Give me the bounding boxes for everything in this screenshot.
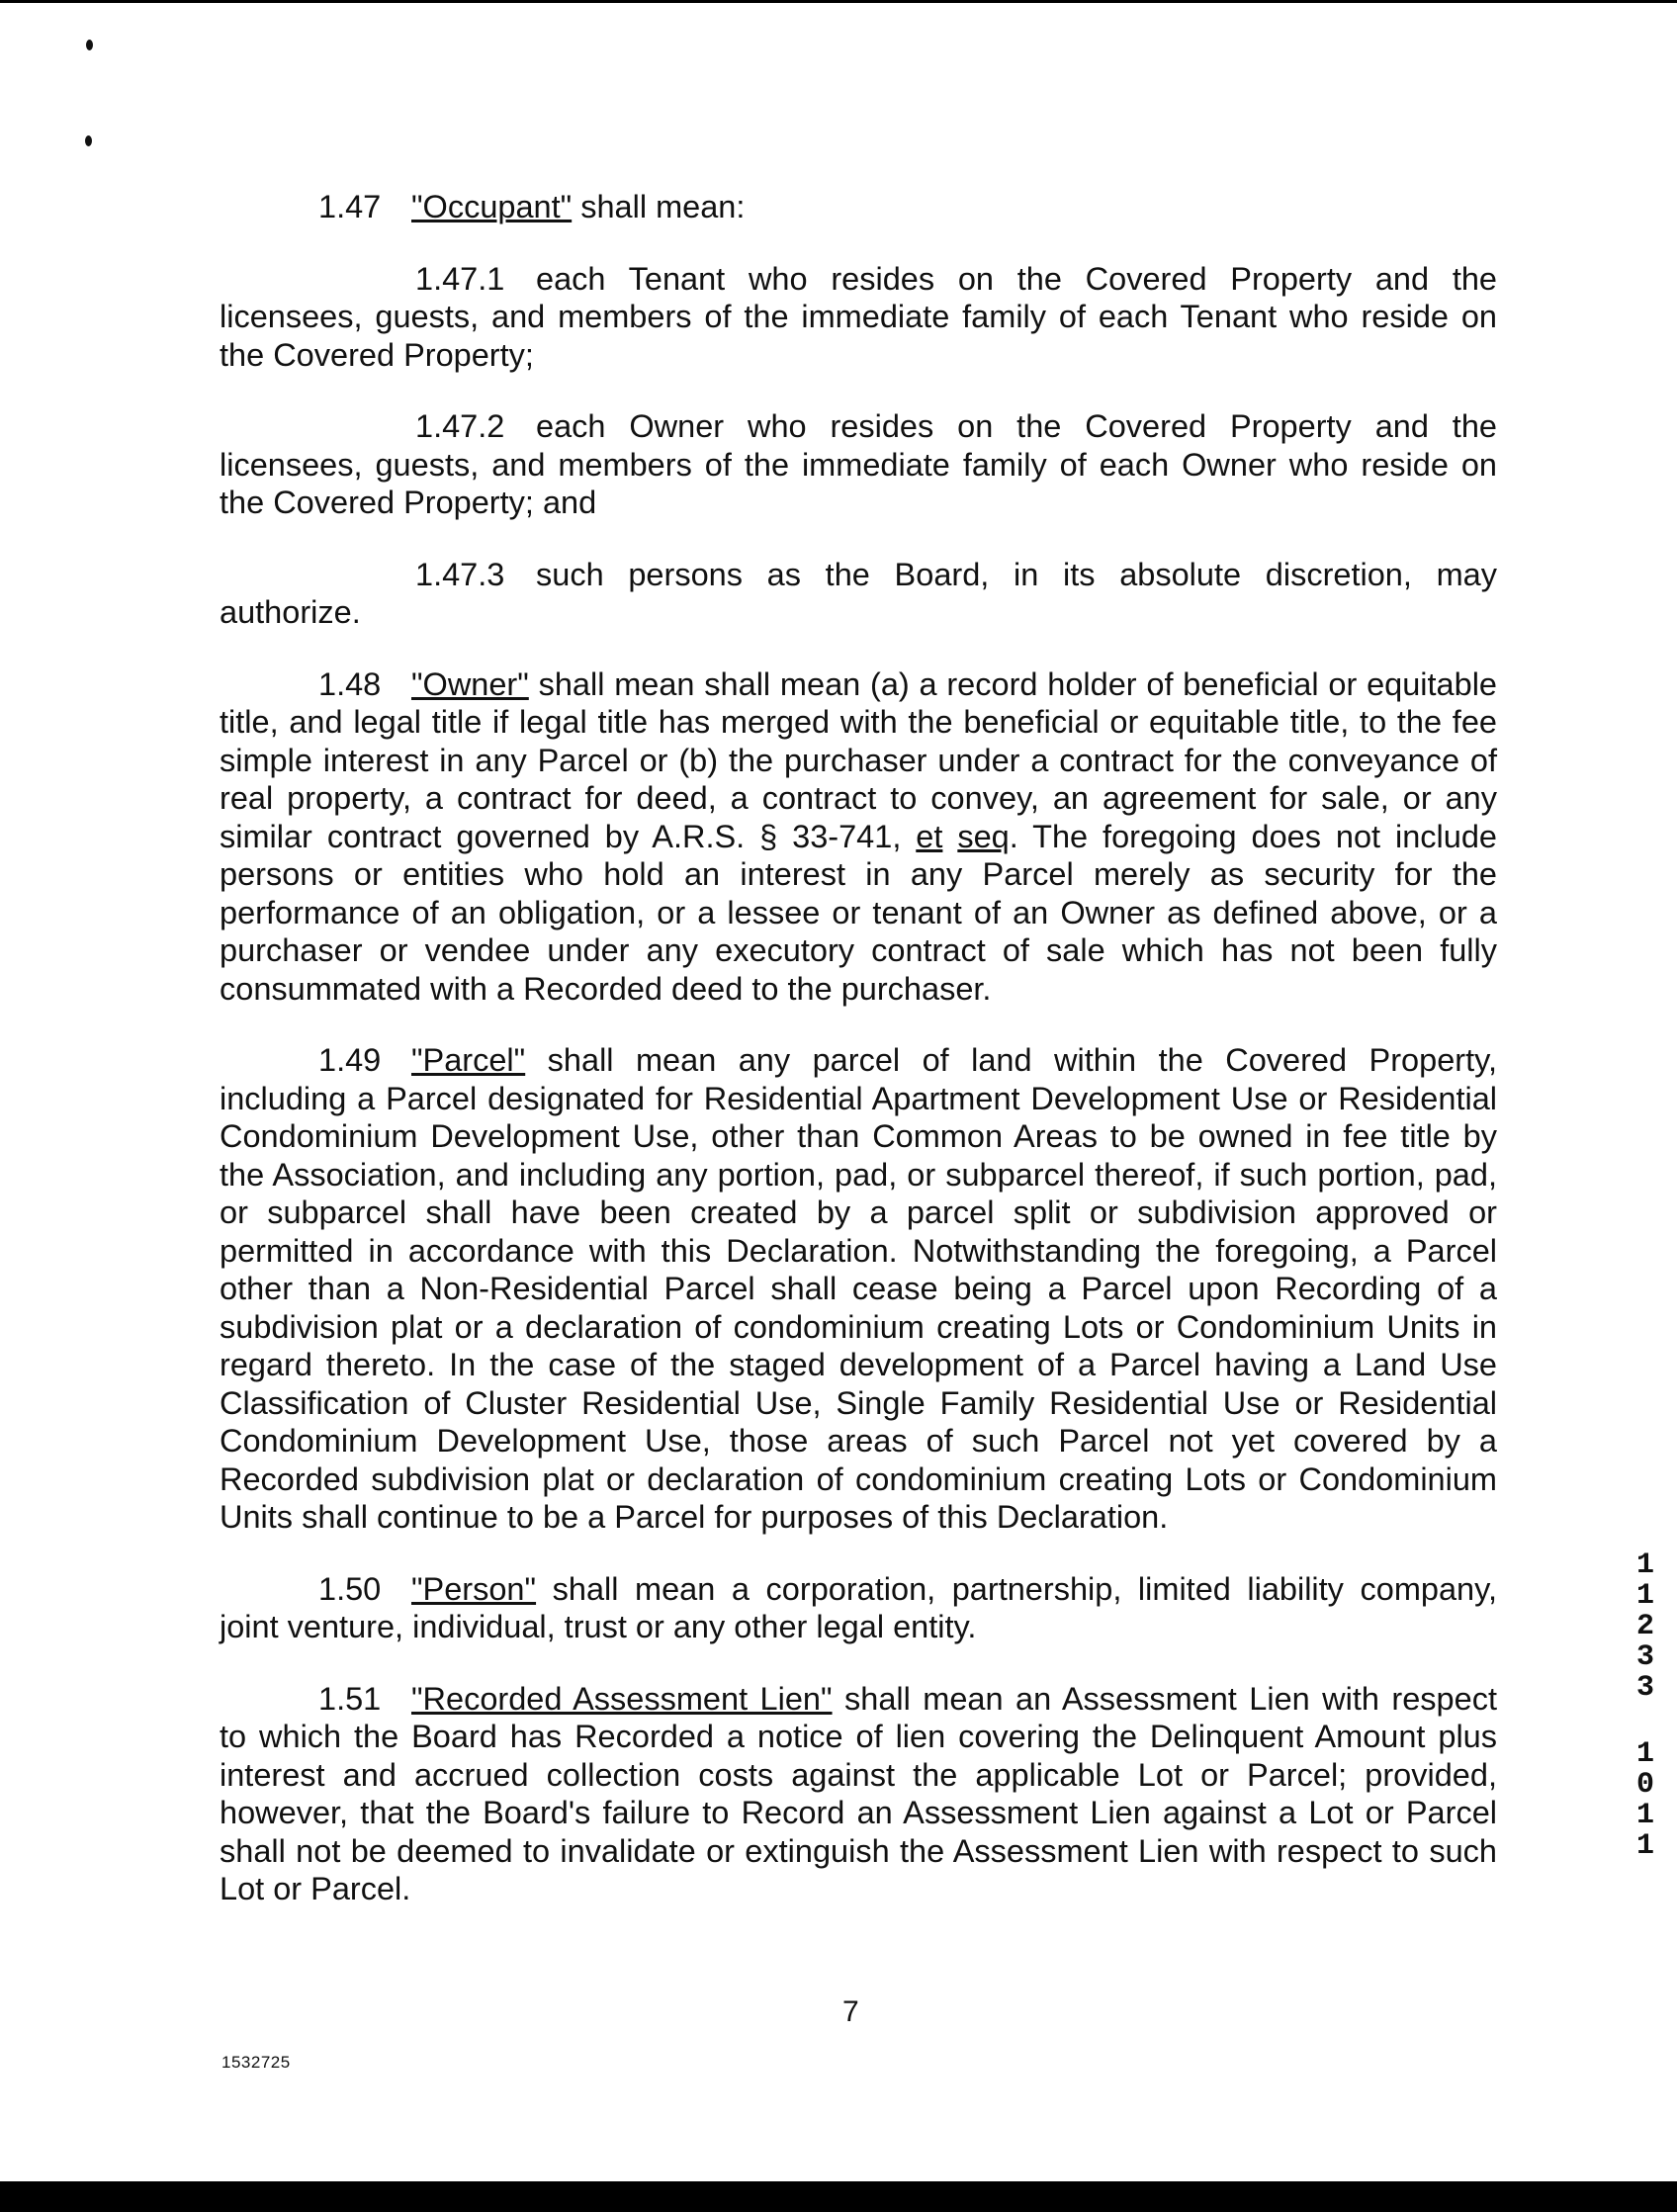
stamp-digit: 1 [1635,1548,1654,1582]
section-1-47-1 [220,260,1497,375]
section-text: each Tenant who resides on the Covered Property and the licensees, guests, and members of the immediate family of each Tenant who reside on the Covered Property; [220,260,1497,373]
scan-mark [86,40,93,50]
section-text: . The foregoing does not include persons or entities who hold an interest in any Parcel merely as security for the performance of an obligation, or a lessee or tenant of an Owner as defined above, or a purchaser or vendee under any executory contract of sale which has not been fully consummated with a Recorded deed to the purchaser. [220,818,1498,1007]
section-text: such persons as the Board, in its absolute discretion, may authorize. [220,556,1497,630]
section-text: shall mean a corporation, partnership, limited liability company, joint venture, individual, trust or any other legal entity. [220,1570,1497,1644]
defined-term: "Owner" [411,665,529,702]
stamp-digit: 3 [1635,1671,1654,1705]
section-1-47-3 [220,556,1497,632]
section-text: shall mean an Assessment Lien with respect to which the Board has Recorded a notice of lien covering the Delinquent Amount plus interest and accrued collection costs against the applicable Lot or Parcel; provided, however, that the Board's failure to Record an Assessment Lien against a Lot or Parcel shall not be deemed to invalidate or extinguish the Assessment Lien with respect to such Lot or Parcel. [220,1680,1497,1906]
stamp-digit: 1 [1635,1737,1654,1771]
section-1-50 [220,1570,1497,1646]
stamp-digit: 1 [1635,1579,1654,1613]
citation-et: et [916,818,943,854]
stamp-gap [1633,1704,1658,1739]
section-text: shall mean shall mean (a) a record holder of beneficial or equitable title, and legal title if legal title has merged with the beneficial or equitable title, to the fee simple interest in any Parcel or (b) the purchaser under a contract for the conveyance of real property, a contract for deed, a contract to convey, an agreement for sale, or any similar contract governed by A.R.S. § 33-741, [220,665,1497,854]
section-number: 1.47.1 [415,260,505,297]
section-number: 1.50 [318,1570,382,1607]
defined-term: "Person" [411,1570,537,1607]
section-text: shall mean any parcel of land within the Covered Property, including a Parcel designated for Residential Apartment Development Use or Residential Condominium Development Use, other than Common Areas to be owned in fee title by the Association, and including any portion, pad, or subparcel thereof, if such portion, pad, or subparcel shall have been created by a parcel split or subdivision approved or permitted in accordance with this Declaration. Notwithstanding the foregoing, a Parcel other than a Non-Residential Parcel shall cease being a Parcel upon Recording of a subdivision plat or a declaration of condominium creating Lots or Condominium Units in regard thereto. In the case of the staged development of a Parcel having a Land Use Classification of Cluster Residential Use, Single Family Residential Use or Residential Condominium Development Use, those areas of such Parcel not yet covered by a Recorded subdivision plat or declaration of condominium creating Lots or Condominium Units shall continue to be a Parcel for purposes of this Declaration. [220,1042,1497,1535]
section-1-48 [220,665,1497,1009]
stamp-digit: 1 [1635,1799,1654,1832]
section-text: each Owner who resides on the Covered Property and the licensees, guests, and members of the immediate family of each Owner who reside on the Covered Property; and [220,408,1497,520]
defined-term: "Occupant" [411,189,573,224]
defined-term: "Recorded Assessment Lien" [411,1680,833,1717]
citation-seq: seq [957,818,1010,854]
section-number: 1.51 [318,1680,382,1717]
stamp-digit: 2 [1635,1610,1654,1643]
stamp-digit: 3 [1635,1640,1654,1674]
section-1-47 [220,188,1497,226]
section-1-49 [220,1041,1497,1537]
scan-border-bottom [0,2181,1677,2212]
section-number: 1.47 [318,189,382,224]
scan-mark [85,135,92,146]
section-number: 1.47.2 [415,408,505,444]
scan-border-top [0,0,1677,3]
document-id: 1532725 [221,2053,291,2072]
section-1-47-2 [220,407,1497,522]
section-1-51 [220,1680,1497,1908]
document-body [220,188,1497,1908]
section-number: 1.47.3 [415,556,505,592]
stamp-digit: 1 [1635,1829,1654,1863]
page-number: 7 [842,1995,859,2028]
section-number: 1.48 [318,665,382,702]
recording-stamp [1633,1550,1658,1862]
section-number: 1.49 [318,1042,382,1078]
section-text: shall mean: [572,189,746,224]
stamp-digit: 0 [1635,1768,1654,1802]
defined-term: "Parcel" [411,1042,526,1078]
